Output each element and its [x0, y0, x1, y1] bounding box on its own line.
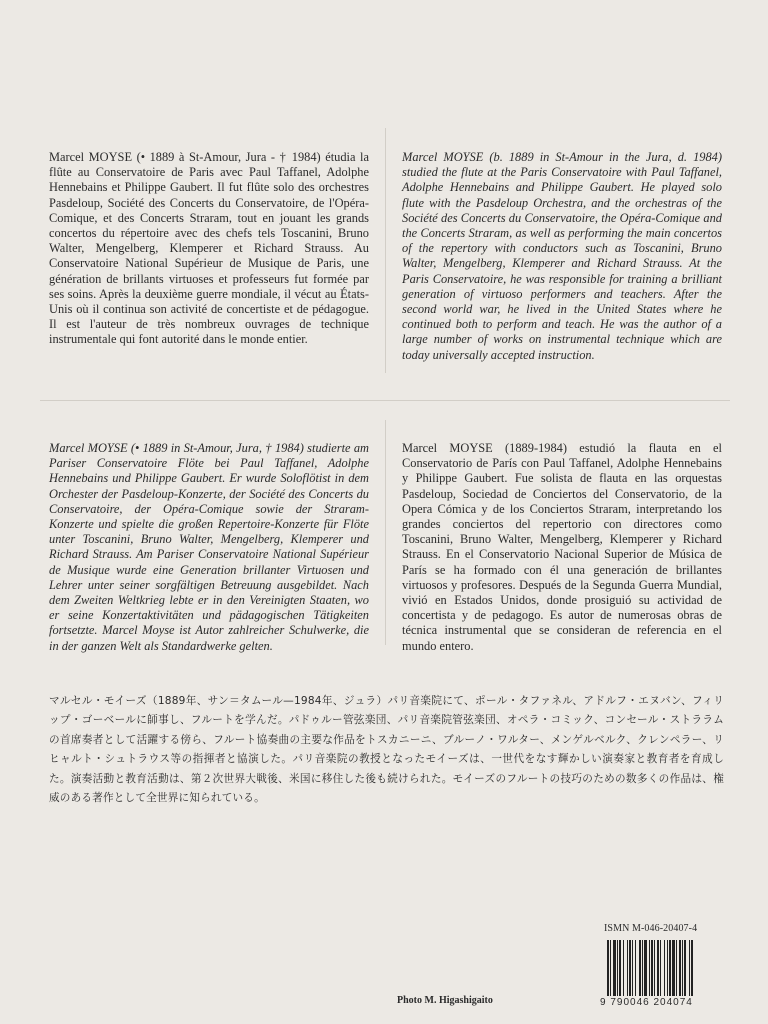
barcode-icon [607, 940, 723, 996]
biography-japanese: マルセル・モイーズ（1889年、サン＝タムール—1984年、ジュラ）パリ音楽院にて、ポール・タファネル、アドルフ・エヌバン、フィリップ・ゴーベールに師事し、フルートを学んだ。パドゥルー管弦楽団、パリ音楽院管弦楽団、オペラ・コミック、コンセール・ストララムの首席奏者として活躍する傍ら、フルート協奏曲の主要な作品をトスカニーニ、ブルーノ・ワルター、メンゲルベルク、クレンペラー、リヒャルト・シュトラウス等の指揮者と協演した。パリ音楽院の教授となったモイーズは、一世代をなす輝かしい演奏家と教育者を育成した。演奏活動と教育活動は、第２次世界大戦後、米国に移住した後も続けられた。モイーズのフルートの技巧のための数多くの作品は、権威のある著作として全世界に知られている。 [49, 695, 724, 805]
ismn-number: ISMN M-046-20407-4 [604, 923, 698, 934]
column-divider-middle [385, 420, 386, 645]
biography-german: Marcel MOYSE (• 1889 in St-Amour, Jura, † 1984) studierte am Pariser Conservatoire Flöte bei Paul Taffanel, Adolphe Hennebains und Philippe Gaubert. Er wurde Soloflötist in dem Orchester der Pasdeloup-Konzerte, der Société des Concerts du Conservatoire, der Opéra-Comique sowie der Straram-Konzerte und spielte die großen Repertoire-Konzerte für Flöte unter Toscanini, Bruno Walter, Mengelberg, Klemperer und Richard Strauss. Am Pariser Conservatoire National Supérieur de Musique wurde eine Generation brillanter Virtuosen und Lehrer unter seiner sorgfältigen Betreuung ausgebildet. Nach dem Zweiten Weltkrieg lebte er in den Vereinigten Staaten, wo er seine Konzertaktivitäten und pädagogischen Tätigkeiten fortsetzte. Marcel Moyse ist Autor zahlreicher Schulwerke, die in der ganzen Welt als Standardwerke gelten. [49, 441, 369, 653]
biography-english: Marcel MOYSE (b. 1889 in St-Amour in the Jura, d. 1984) studied the flute at the Paris Conservatoire with Paul Taffanel, Adolphe Hennebains and Philippe Gaubert. He played solo flute with the Pasdeloup Orchestra, and the orchestras of the Société des Concerts du Conservatoire, the Opéra-Comique and the Concerts Straram, as well as performing the main concertos of the repertory with conductors such as Toscanini, Bruno Walter, Mengelberg, Klemperer and Richard Strauss. At the Paris Conservatoire, he was responsible for training a brilliant generation of virtuoso performers and teachers. After the second world war, he lived in the United States where he continued both to perform and teach. He was the author of a large number of works on instrumental technique which are today universally accepted instruction. [402, 150, 722, 362]
column-divider-top [385, 128, 386, 373]
row-divider [40, 400, 730, 401]
biography-french: Marcel MOYSE (• 1889 à St-Amour, Jura - † 1984) étudia la flûte au Conservatoire de Paris avec Paul Taffanel, Adolphe Hennebains et Philippe Gaubert. Il fut flûte solo des orchestres Pasdeloup, Société des Concerts du Conservatoire, de l'Opéra-Comique, et des Concerts Straram, tout en jouant les grands concertos du répertoire avec des chefs tels Toscanini, Bruno Walter, Mengelberg, Klemperer et Richard Strauss. Au Conservatoire National Supérieur de Musique de Paris, une génération de brillants virtuoses et professeurs fut formée par ses soins. Après la deuxième guerre mondiale, il vécut au États-Unis où il continua son activité de concertiste et de pédagogue. Il est l'auteur de très nombreux ouvrages de technique instrumentale qui font autorité dans le monde entier. [49, 150, 369, 347]
photo-credit: Photo M. Higashigaito [397, 995, 493, 1006]
biography-spanish: Marcel MOYSE (1889-1984) estudió la flauta en el Conservatorio de París con Paul Taffanel, Adolphe Hennebains y Philippe Gaubert. Fue solista de flauta en las orquestas Pasdeloup, Sociedad de Conciertos del Conservatorio, de la Opera Cómica y de los Conciertos Straram, interpretando los grandes conciertos del repertorio con directores como Toscanini, Bruno Walter, Mengelberg, Klemperer y Richard Strauss. En el Conservatorio Nacional Superior de Música de París se ha formado con él una generación de brillantes virtuosos y profesores. Después de la Segunda Guerra Mundial, vivió en Estados Unidos, donde prosiguió su actividad de concertista y de pedagogo. Es autor de numerosas obras de técnica instrumental que se consideran de referencia en el mundo entero. [402, 441, 722, 653]
barcode-digits: 9 790046 204074 [600, 997, 693, 1008]
